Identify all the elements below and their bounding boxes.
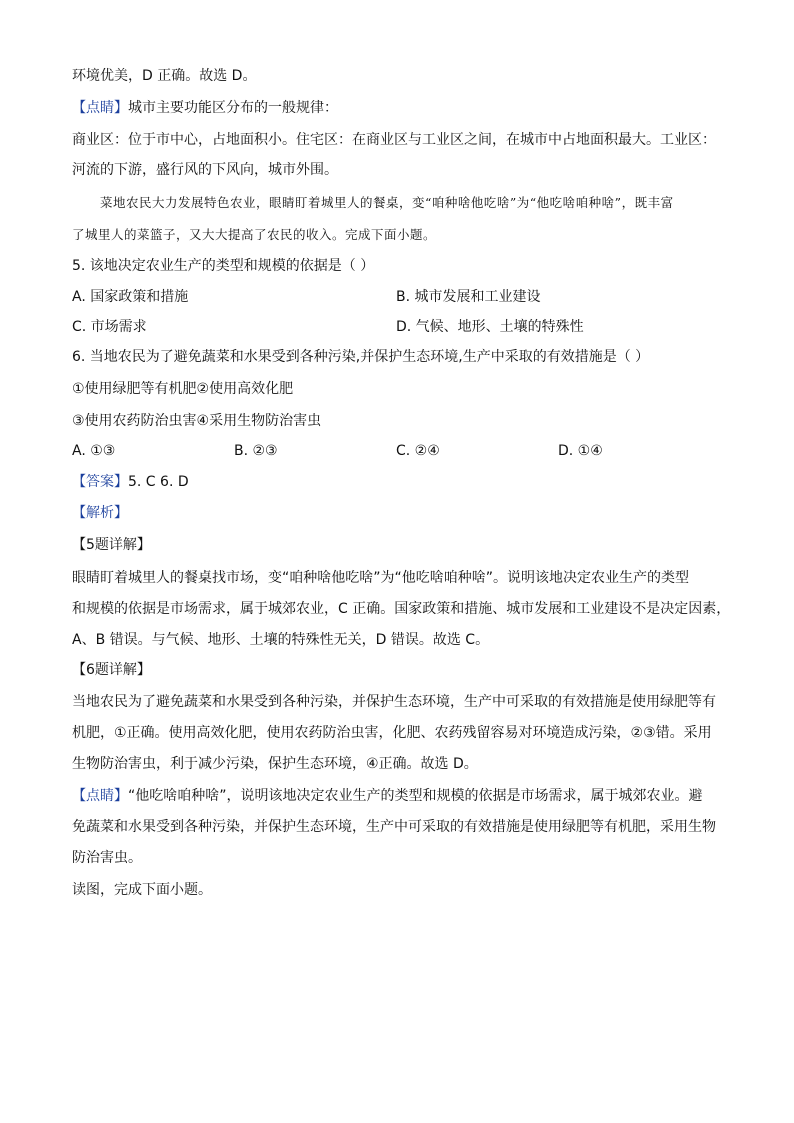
- detail-6-tag: 【6题详解】: [72, 662, 151, 678]
- material-paragraph-line: 了城里人的菜篮子，又大大提高了农民的收入。完成下面小题。: [72, 227, 437, 242]
- text-line: 环境优美，D 正确。故选 D。: [72, 68, 257, 84]
- answer-tag: 【答案】: [72, 474, 128, 490]
- tip-line: 防治害虫。: [72, 850, 142, 866]
- tip-text: “他吃啥咱种啥”，说明该地决定农业生产的类型和规模的依据是市场需求，属于城郊农业。避: [128, 788, 703, 804]
- q5-option-b: B. 城市发展和工业建设: [396, 289, 541, 305]
- detail-6-line: 生物防治害虫，利于减少污染，保护生态环境，④正确。故选 D。: [72, 756, 478, 772]
- material-paragraph-line: 菜地农民大力发展特色农业，眼睛盯着城里人的餐桌，变“咱种啥他吃啥”为“他吃啥咱种啥”，既丰富: [100, 195, 674, 210]
- tip-text: 城市主要功能区分布的一般规律：: [128, 100, 338, 116]
- text-line: 商业区：位于市中心，占地面积小。住宅区：在商业区与工业区之间，在城市中占地面积最大。工业区：: [72, 132, 716, 148]
- q5-option-a: A. 国家政策和措施: [72, 289, 189, 305]
- detail-6-line: 当地农民为了避免蔬菜和水果受到各种污染，并保护生态环境，生产中可采取的有效措施是使用绿肥等有: [72, 694, 716, 710]
- question-5-stem: 5. 该地决定农业生产的类型和规模的依据是（ ）: [72, 258, 375, 274]
- q6-option-d: D. ①④: [558, 443, 603, 459]
- tip-tag: 【点睛】: [72, 788, 128, 804]
- q6-option-a: A. ①③: [72, 443, 116, 459]
- q5-option-c: C. 市场需求: [72, 319, 147, 335]
- text-line: 河流的下游，盛行风的下风向，城市外围。: [72, 162, 338, 178]
- analysis-tag: 【解析】: [72, 505, 128, 521]
- q6-option-c: C. ②④: [396, 443, 440, 459]
- detail-5-line: 和规模的依据是市场需求，属于城郊农业，C 正确。国家政策和措施、城市发展和工业建设不是决定因素，: [72, 601, 731, 617]
- detail-5-line: A、B 错误。与气候、地形、土壤的特殊性无关，D 错误。故选 C。: [72, 632, 490, 648]
- tip-line: [72, 786, 703, 806]
- tip-line: 免蔬菜和水果受到各种污染，并保护生态环境，生产中可采取的有效措施是使用绿肥等有机肥，采用生物: [72, 819, 716, 835]
- q5-option-d: D. 气候、地形、土壤的特殊性: [396, 319, 584, 335]
- answer-text: 5. C 6. D: [128, 474, 189, 490]
- q6-statements: ①使用绿肥等有机肥②使用高效化肥: [72, 381, 294, 397]
- q6-statements: ③使用农药防治虫害④采用生物防治害虫: [72, 413, 322, 429]
- tip-line: [72, 98, 338, 118]
- detail-6-line: 机肥，①正确。使用高效化肥，使用农药防治虫害，化肥、农药残留容易对环境造成污染，②③错。采用: [72, 725, 712, 741]
- detail-5-line: 眼睛盯着城里人的餐桌找市场，变“咱种啥他吃啥”为“他吃啥咱种啥”。说明该地决定农业生产的类型: [72, 570, 690, 586]
- q6-option-b: B. ②③: [234, 443, 278, 459]
- final-instruction: 读图，完成下面小题。: [72, 882, 212, 898]
- answer-line: [72, 472, 189, 492]
- detail-5-tag: 【5题详解】: [72, 537, 151, 553]
- tip-tag: 【点睛】: [72, 100, 128, 116]
- question-6-stem: 6. 当地农民为了避免蔬菜和水果受到各种污染,并保护生态环境,生产中采取的有效措施是（ ）: [72, 349, 650, 365]
